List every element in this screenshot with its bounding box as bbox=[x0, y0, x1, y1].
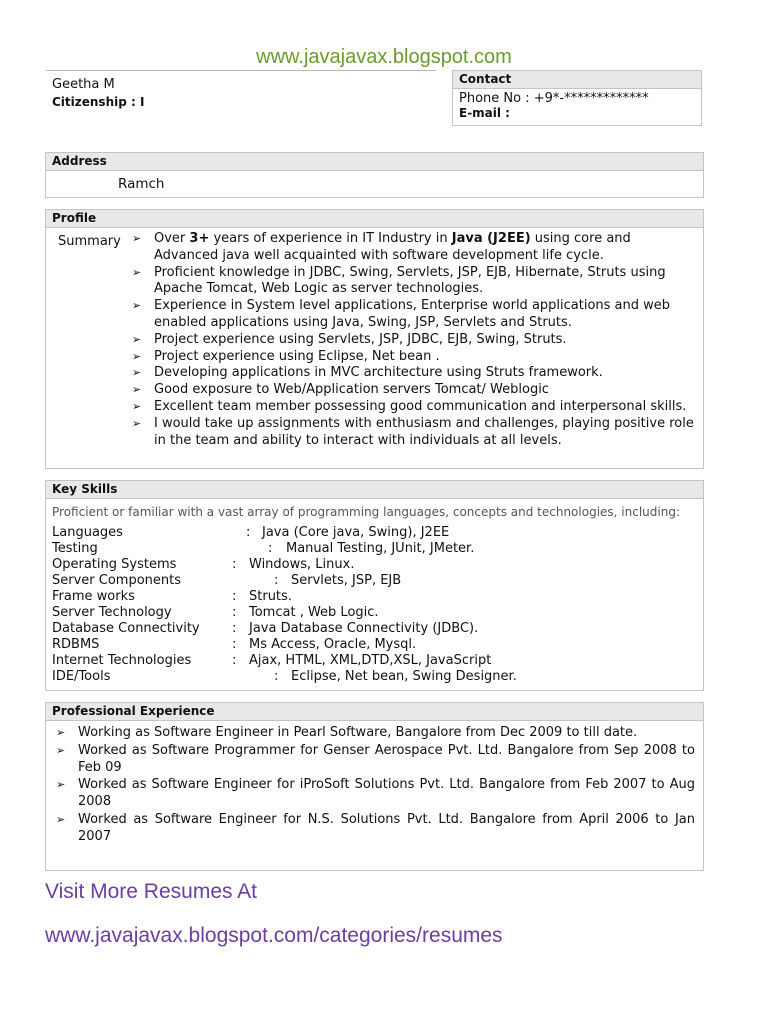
skill-row bbox=[46, 653, 703, 669]
skill-row bbox=[46, 573, 703, 589]
skill-colon: : bbox=[232, 557, 237, 572]
skill-label: Languages bbox=[52, 525, 123, 540]
profile-item: ➢ I would take up assignments with enthusiasm and challenges, playing positive role in the team and ability to interact with individuals at all levels. bbox=[154, 416, 694, 450]
skill-value: Eclipse, Net bean, Swing Designer. bbox=[291, 669, 517, 684]
skill-row bbox=[46, 605, 703, 621]
experience-item: ➢ Working as Software Engineer in Pearl Software, Bangalore from Dec 2009 to till date. bbox=[78, 725, 695, 742]
skill-row bbox=[46, 669, 703, 685]
skill-row bbox=[46, 557, 703, 573]
key-skills-intro: Proficient or familiar with a vast array of programming languages, concepts and technologies, including: bbox=[52, 505, 680, 519]
profile-item: ➢ Over 3+ years of experience in IT Industry in Java (J2EE) using core and Advanced java well acquainted with software development life cycle. bbox=[154, 231, 694, 265]
key-skills-title: Key Skills bbox=[46, 481, 703, 499]
profile-item: ➢ Excellent team member possessing good communication and interpersonal skills. bbox=[154, 399, 694, 416]
skill-colon: : bbox=[232, 637, 237, 652]
experience-section bbox=[45, 702, 704, 871]
name-block bbox=[46, 70, 436, 113]
experience-list bbox=[78, 725, 695, 847]
skill-row bbox=[46, 541, 703, 557]
visit-more-text: Visit More Resumes At bbox=[45, 880, 258, 903]
address-title: Address bbox=[46, 153, 703, 171]
phone-line bbox=[453, 91, 701, 106]
skill-label: Frame works bbox=[52, 589, 135, 604]
profile-title: Profile bbox=[46, 210, 703, 228]
skill-colon: : bbox=[268, 541, 273, 556]
skill-value: Ms Access, Oracle, Mysql. bbox=[249, 637, 417, 652]
resumes-url-link[interactable]: www.javajavax.blogspot.com/categories/resumes bbox=[45, 924, 503, 947]
citizenship: Citizenship : I bbox=[52, 95, 145, 109]
address-value: Ramch bbox=[118, 176, 165, 192]
skill-value: Tomcat , Web Logic. bbox=[249, 605, 379, 620]
skill-value: Servlets, JSP, EJB bbox=[291, 573, 402, 588]
skill-row bbox=[46, 525, 703, 541]
profile-section bbox=[45, 209, 704, 469]
experience-item: ➢ Worked as Software Programmer for Genser Aerospace Pvt. Ltd. Bangalore from Sep 2008 to Feb 09 bbox=[78, 743, 695, 777]
phone-label: Phone No bbox=[459, 91, 522, 106]
skill-colon: : bbox=[232, 605, 237, 620]
skill-label: Server Technology bbox=[52, 605, 172, 620]
skills-table bbox=[46, 525, 703, 685]
skill-label: Operating Systems bbox=[52, 557, 177, 572]
skill-value: Manual Testing, JUnit, JMeter. bbox=[286, 541, 475, 556]
experience-item: ➢ Worked as Software Engineer for iProSoft Solutions Pvt. Ltd. Bangalore from Feb 2007 to Aug 2008 bbox=[78, 777, 695, 811]
address-section bbox=[45, 152, 704, 198]
phone-value: : +9*-************* bbox=[525, 91, 649, 106]
summary-label: Summary bbox=[58, 234, 121, 249]
skill-label: Database Connectivity bbox=[52, 621, 200, 636]
skill-colon: : bbox=[232, 653, 237, 668]
skill-colon: : bbox=[246, 525, 251, 540]
skill-value: Windows, Linux. bbox=[249, 557, 355, 572]
skill-label: Testing bbox=[52, 541, 98, 556]
profile-item: ➢ Good exposure to Web/Application servers Tomcat/ Weblogic bbox=[154, 382, 694, 399]
contact-title: Contact bbox=[453, 71, 701, 89]
skill-colon: : bbox=[232, 589, 237, 604]
blog-url-header[interactable]: www.javajavax.blogspot.com bbox=[256, 46, 512, 68]
skill-value: Struts. bbox=[249, 589, 292, 604]
contact-box bbox=[452, 70, 702, 126]
skill-label: Internet Technologies bbox=[52, 653, 192, 668]
experience-title: Professional Experience bbox=[46, 703, 703, 721]
profile-item: ➢ Project experience using Servlets, JSP, JDBC, EJB, Swing, Struts. bbox=[154, 332, 694, 349]
skill-colon: : bbox=[274, 669, 279, 684]
email-label: E-mail : bbox=[459, 106, 510, 120]
skill-row bbox=[46, 621, 703, 637]
skill-label: IDE/Tools bbox=[52, 669, 111, 684]
skill-value: Ajax, HTML, XML,DTD,XSL, JavaScript bbox=[249, 653, 492, 668]
skill-colon: : bbox=[232, 621, 237, 636]
skill-value: Java (Core java, Swing), J2EE bbox=[262, 525, 450, 540]
profile-item: ➢ Experience in System level applications, Enterprise world applications and web enabled applications using Java, Swing, JSP, Servlets and Struts. bbox=[154, 298, 694, 332]
skill-colon: : bbox=[274, 573, 279, 588]
profile-item: ➢ Project experience using Eclipse, Net bean . bbox=[154, 349, 694, 366]
skill-value: Java Database Connectivity (JDBC). bbox=[249, 621, 479, 636]
key-skills-section bbox=[45, 480, 704, 691]
skill-label: Server Components bbox=[52, 573, 182, 588]
experience-item: ➢ Worked as Software Engineer for N.S. Solutions Pvt. Ltd. Bangalore from April 2006 to Jan 2007 bbox=[78, 812, 695, 846]
skill-label: RDBMS bbox=[52, 637, 100, 652]
candidate-name: Geetha M bbox=[52, 77, 115, 92]
skill-row bbox=[46, 589, 703, 605]
profile-item: ➢ Developing applications in MVC architecture using Struts framework. bbox=[154, 365, 694, 382]
profile-list bbox=[154, 231, 694, 449]
profile-item: ➢ Proficient knowledge in JDBC, Swing, Servlets, JSP, EJB, Hibernate, Struts using Apache Tomcat, Web Logic as server technologies. bbox=[154, 265, 694, 299]
skill-row bbox=[46, 637, 703, 653]
